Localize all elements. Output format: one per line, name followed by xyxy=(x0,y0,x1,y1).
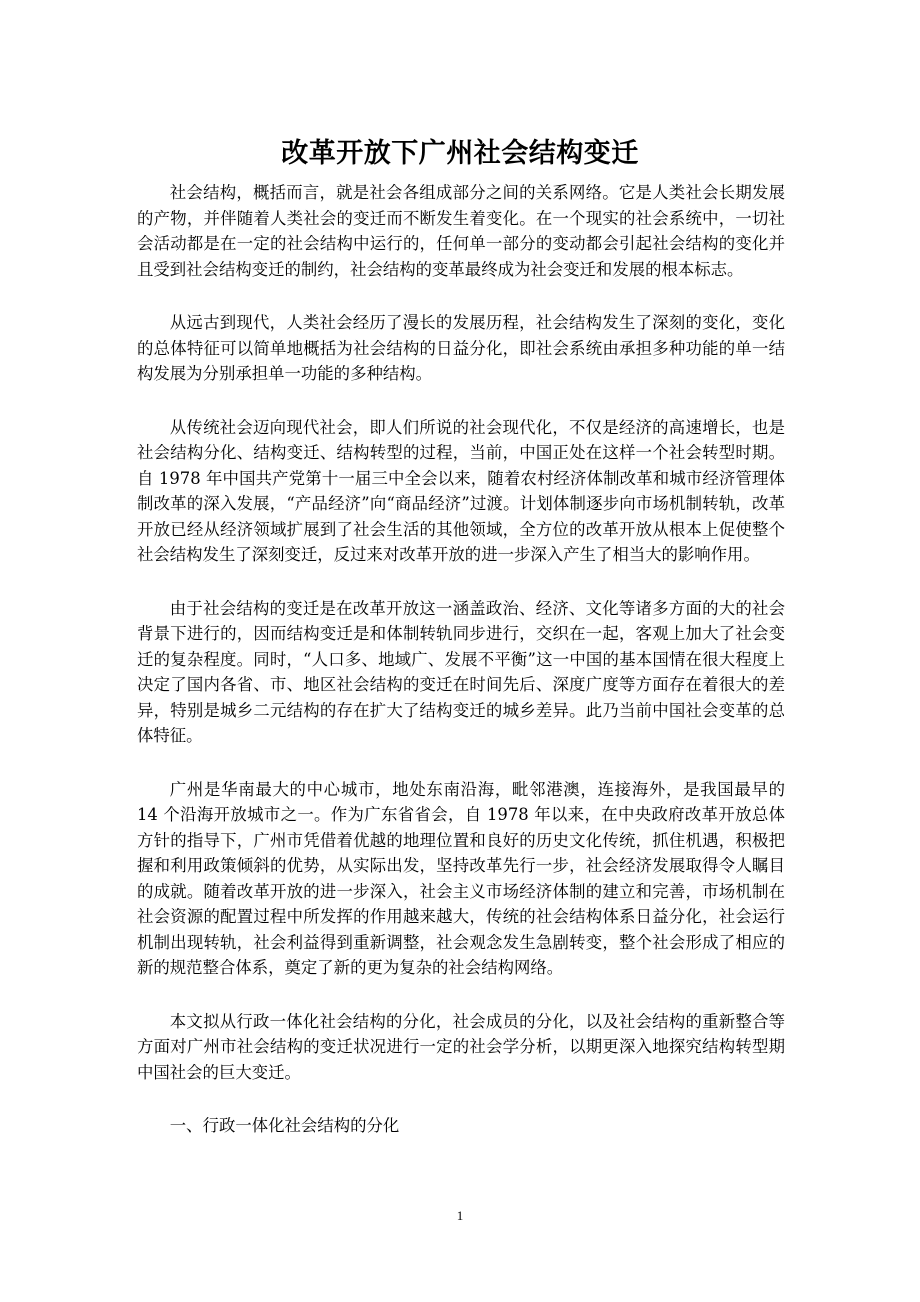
page-number: 1 xyxy=(456,1208,464,1223)
document-title: 改革开放下广州社会结构变迁 xyxy=(281,138,639,170)
paragraph-4: 由于社会结构的变迁是在改革开放这一涵盖政治、经济、文化等诸多方面的大的社会背景下进行的，因而结构变迁是和体制转轨同步进行，交织在一起，客观上加大了社会变迁的复杂程度。同时，“人口多、地域广、发展不平衡”这一中国的基本国情在很大程度上决定了国内各省、市、地区社会结构的变迁在时间先后、深度广度等方面存在着很大的差异，特别是城乡二元结构的存在扩大了结构变迁的城乡差异。此乃当前中国社会变革的总体特征。 xyxy=(137,598,785,745)
paragraph-3: 从传统社会迈向现代社会，即人们所说的社会现代化，不仅是经济的高速增长，也是社会结构分化、结构变迁、结构转型的过程，当前，中国正处在这样一个社会转型时期。自 1978 年中国共产党第十一届三中全会以来，随着农村经济体制改革和城市经济管理体制改革的深入发展，“产品经济”向“商品经济”过渡。计划体制逐步向市场机制转轨，改革开放已经从经济领域扩展到了社会生活的其他领域，全方位的改革开放从根本上促使整个社会结构发生了深刻变迁，反过来对改革开放的进一步深入产生了相当大的影响作用。 xyxy=(137,417,785,564)
paragraph-2: 从远古到现代，人类社会经历了漫长的发展历程，社会结构发生了深刻的变化，变化的总体特征可以简单地概括为社会结构的日益分化，即社会系统由承担多种功能的单一结构发展为分别承担单一功能的多种结构。 xyxy=(137,313,785,383)
paragraph-1: 社会结构，概括而言，就是社会各组成部分之间的关系网络。它是人类社会长期发展的产物，并伴随着人类社会的变迁而不断发生着变化。在一个现实的社会系统中，一切社会活动都是在一定的社会结构中运行的，任何单一部分的变动都会引起社会结构的变化并且受到社会结构变迁的制约，社会结构的变革最终成为社会变迁和发展的根本标志。 xyxy=(137,183,785,279)
document-body xyxy=(137,180,785,1139)
paragraph-5: 广州是华南最大的中心城市，地处东南沿海，毗邻港澳，连接海外，是我国最早的 14 个沿海开放城市之一。作为广东省省会，自 1978 年以来，在中央政府改革开放总体方针的指导下，广州市凭借着优越的地理位置和良好的历史文化传统，抓住机遇，积极把握和利用政策倾斜的优势，从实际出发，坚持改革先行一步，社会经济发展取得令人瞩目的成就。随着改革开放的进一步深入，社会主义市场经济体制的建立和完善，市场机制在社会资源的配置过程中所发挥的作用越来越大，传统的社会结构体系日益分化，社会运行机制出现转轨，社会利益得到重新调整，社会观念发生急剧转变，整个社会形成了相应的新的规范整合体系，奠定了新的更为复杂的社会结构网络。 xyxy=(137,779,785,977)
section-heading: 一、行政一体化社会结构的分化 xyxy=(169,1116,400,1135)
paragraph-6: 本文拟从行政一体化社会结构的分化，社会成员的分化，以及社会结构的重新整合等方面对广州市社会结构的变迁状况进行一定的社会学分析，以期更深入地探究结构转型期中国社会的巨大变迁。 xyxy=(137,1011,785,1082)
